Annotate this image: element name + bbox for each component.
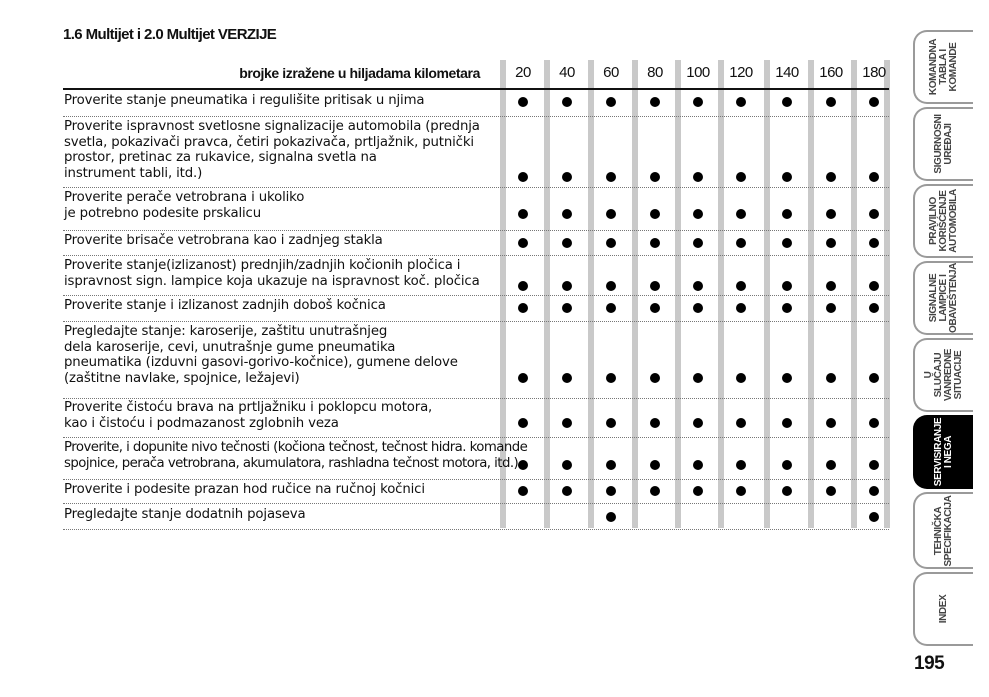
service-mark-dot: [518, 303, 528, 313]
service-mark-dot: [736, 418, 746, 428]
row-text: [64, 324, 504, 386]
service-mark-dot: [826, 486, 836, 496]
service-mark-dot: [693, 486, 703, 496]
service-mark-dot: [869, 209, 879, 219]
row-text-line: Proverite stanje i izlizanost zadnjih doboš kočnica: [64, 298, 386, 313]
service-mark-dot: [606, 209, 616, 219]
service-mark-dot: [736, 373, 746, 383]
row-text: [64, 258, 504, 289]
row-divider: [63, 398, 889, 399]
row-text-line: Proverite i podesite prazan hod ručice na ručnoj kočnici: [64, 482, 425, 497]
service-mark-dot: [693, 238, 703, 248]
service-mark-dot: [869, 512, 879, 522]
column-separator: [808, 60, 814, 528]
service-mark-dot: [693, 303, 703, 313]
service-mark-dot: [869, 418, 879, 428]
service-mark-dot: [518, 486, 528, 496]
column-separator: [764, 60, 770, 528]
service-mark-dot: [693, 172, 703, 182]
service-mark-dot: [693, 460, 703, 470]
service-mark-dot: [606, 172, 616, 182]
service-mark-dot: [650, 486, 660, 496]
column-separator: [675, 60, 681, 528]
row-text: [64, 298, 504, 314]
row-text: [64, 507, 504, 523]
row-text: [64, 233, 504, 249]
service-mark-dot: [606, 281, 616, 291]
service-mark-dot: [869, 281, 879, 291]
side-tab-label: SIGNALNE LAMPICE I OBAVEŠTENJA: [928, 263, 959, 333]
service-mark-dot: [869, 460, 879, 470]
row-text-line: Proverite brisače vetrobrana kao i zadnjeg stakla: [64, 233, 383, 248]
row-divider: [63, 187, 889, 188]
header-rule: [63, 88, 889, 90]
service-mark-dot: [869, 97, 879, 107]
column-header-km: 80: [647, 64, 663, 81]
row-text-line: kao i čistoću i podmazanost zglobnih veza: [64, 415, 339, 431]
row-text: [64, 119, 504, 181]
row-text-line: prostor, pretinac za rukavice, signalna svetla na: [64, 150, 377, 166]
service-mark-dot: [650, 373, 660, 383]
row-text-line: Pregledajte stanje dodatnih pojaseva: [64, 507, 306, 522]
service-mark-dot: [826, 303, 836, 313]
side-tab[interactable]: [913, 338, 973, 412]
service-mark-dot: [562, 418, 572, 428]
column-header-km: 180: [862, 64, 886, 81]
service-mark-dot: [869, 238, 879, 248]
service-mark-dot: [869, 373, 879, 383]
column-header-km: 40: [559, 64, 575, 81]
service-mark-dot: [736, 281, 746, 291]
side-tab-label: TEHNIČKA SPECIFIKACIJA: [933, 495, 954, 566]
service-mark-dot: [606, 303, 616, 313]
service-mark-dot: [562, 486, 572, 496]
service-mark-dot: [606, 460, 616, 470]
service-mark-dot: [736, 486, 746, 496]
service-mark-dot: [826, 172, 836, 182]
service-mark-dot: [782, 486, 792, 496]
column-header-km: 120: [729, 64, 753, 81]
service-mark-dot: [518, 172, 528, 182]
column-header-km: 160: [819, 64, 843, 81]
service-mark-dot: [562, 281, 572, 291]
service-mark-dot: [782, 97, 792, 107]
service-mark-dot: [736, 460, 746, 470]
service-mark-dot: [518, 460, 528, 470]
row-text: [64, 482, 504, 498]
side-tab-label: INDEX: [938, 594, 949, 624]
service-mark-dot: [693, 418, 703, 428]
side-tab-label: KOMANDNA TABLA I KOMANDE: [928, 38, 959, 96]
service-mark-dot: [650, 418, 660, 428]
row-text-line: Proverite stanje(izlizanost) prednjih/zadnjih kočionih pločica i: [64, 258, 461, 273]
row-divider: [63, 437, 889, 438]
service-mark-dot: [782, 418, 792, 428]
service-mark-dot: [650, 238, 660, 248]
row-text: [64, 440, 528, 471]
service-mark-dot: [693, 97, 703, 107]
row-text-line: Proverite ispravnost svetlosne signalizacije automobila (prednja: [64, 119, 480, 134]
row-text-line: ispravnost sign. lampice koja ukazuje na ispravnost koč. pločica: [64, 273, 480, 289]
service-mark-dot: [562, 238, 572, 248]
row-text-line: Proverite stanje pneumatika i regulišite pritisak u njima: [64, 93, 425, 108]
service-mark-dot: [826, 97, 836, 107]
side-tab[interactable]: [913, 572, 973, 646]
service-mark-dot: [736, 209, 746, 219]
service-mark-dot: [562, 460, 572, 470]
service-mark-dot: [650, 97, 660, 107]
column-header-km: 100: [686, 64, 710, 81]
service-mark-dot: [782, 209, 792, 219]
side-tab[interactable]: [913, 107, 973, 181]
service-mark-dot: [782, 281, 792, 291]
service-mark-dot: [518, 209, 528, 219]
row-divider: [63, 479, 889, 480]
row-text: [64, 400, 504, 431]
row-text-line: je potrebno podesite prskalicu: [64, 205, 261, 221]
service-mark-dot: [606, 97, 616, 107]
service-mark-dot: [782, 460, 792, 470]
service-mark-dot: [736, 303, 746, 313]
column-separator: [544, 60, 550, 528]
row-text: [64, 190, 504, 221]
service-mark-dot: [650, 303, 660, 313]
row-divider: [63, 503, 889, 504]
column-separator: [588, 60, 594, 528]
service-mark-dot: [606, 373, 616, 383]
row-text-line: Proverite perače vetrobrana i ukoliko: [64, 190, 305, 205]
side-tab-label: U SLUČAJU VANREDNE SITUACIJE: [923, 348, 964, 402]
service-mark-dot: [650, 281, 660, 291]
side-tab-label: SERVISIRANJE I NEGA: [933, 417, 954, 487]
service-mark-dot: [693, 281, 703, 291]
service-mark-dot: [650, 209, 660, 219]
service-mark-dot: [826, 209, 836, 219]
row-text-line: Proverite čistoću brava na prtljažniku i poklopcu motora,: [64, 400, 433, 415]
side-tab[interactable]: [913, 184, 973, 258]
side-tab[interactable]: [913, 415, 973, 489]
column-header-label: brojke izražene u hiljadama kilometara: [239, 65, 480, 81]
side-tab[interactable]: [913, 30, 973, 104]
row-text-line: pneumatika (izduvni gasovi-gorivo-kočnice), gumene delove: [64, 355, 458, 371]
service-mark-dot: [518, 281, 528, 291]
side-tab[interactable]: [913, 261, 973, 335]
side-tab-label: PRAVILNO KORIŠĆENJE AUTOMOBILA: [928, 189, 959, 253]
service-mark-dot: [736, 172, 746, 182]
row-text-line: dela karoserije, cevi, unutrašnje gume pneumatika: [64, 339, 396, 355]
row-divider: [63, 529, 889, 530]
service-mark-dot: [826, 238, 836, 248]
column-separator: [851, 60, 857, 528]
row-divider: [63, 116, 889, 117]
service-mark-dot: [693, 373, 703, 383]
column-header-km: 140: [775, 64, 799, 81]
service-mark-dot: [826, 418, 836, 428]
column-header-km: 60: [603, 64, 619, 81]
service-mark-dot: [826, 281, 836, 291]
service-mark-dot: [562, 172, 572, 182]
service-mark-dot: [869, 486, 879, 496]
row-text: [64, 93, 504, 109]
row-text-line: Proverite, i dopunite nivo tečnosti (kočiona tečnost, tečnost hidra. komande: [64, 440, 528, 455]
row-text-line: instrument tabli, itd.): [64, 165, 203, 181]
service-mark-dot: [562, 373, 572, 383]
service-mark-dot: [606, 486, 616, 496]
service-mark-dot: [606, 512, 616, 522]
service-mark-dot: [562, 303, 572, 313]
row-divider: [63, 295, 889, 296]
side-tab[interactable]: [913, 492, 973, 569]
service-mark-dot: [518, 373, 528, 383]
service-mark-dot: [869, 172, 879, 182]
side-tab-label: SIGURNOSNI UREĐAJI: [933, 114, 954, 174]
service-mark-dot: [736, 97, 746, 107]
column-separator: [718, 60, 724, 528]
service-mark-dot: [869, 303, 879, 313]
column-separator: [632, 60, 638, 528]
row-text-line: (zaštitne navlake, spojnice, ležajevi): [64, 370, 300, 386]
row-divider: [63, 230, 889, 231]
service-mark-dot: [562, 97, 572, 107]
service-mark-dot: [782, 238, 792, 248]
row-text-line: spojnice, perača vetrobrana, akumulatora, rashladna tečnost motora, itd.): [64, 455, 519, 471]
service-mark-dot: [650, 172, 660, 182]
service-mark-dot: [518, 418, 528, 428]
service-mark-dot: [693, 209, 703, 219]
service-mark-dot: [606, 238, 616, 248]
row-divider: [63, 255, 889, 256]
service-mark-dot: [782, 303, 792, 313]
column-separator: [884, 60, 890, 528]
service-mark-dot: [826, 460, 836, 470]
service-mark-dot: [782, 172, 792, 182]
row-divider: [63, 321, 889, 322]
service-mark-dot: [518, 238, 528, 248]
service-mark-dot: [562, 209, 572, 219]
page-number: 195: [914, 653, 945, 674]
service-mark-dot: [606, 418, 616, 428]
column-header-km: 20: [515, 64, 531, 81]
section-title: 1.6 Multijet i 2.0 Multijet VERZIJE: [63, 26, 277, 43]
service-mark-dot: [518, 97, 528, 107]
service-mark-dot: [826, 373, 836, 383]
service-mark-dot: [782, 373, 792, 383]
row-text-line: Pregledajte stanje: karoserije, zaštitu unutrašnjeg: [64, 324, 388, 339]
row-text-line: svetla, pokazivači pravca, četiri pokazivača, prtljažnik, putnički: [64, 134, 474, 150]
service-mark-dot: [650, 460, 660, 470]
service-mark-dot: [736, 238, 746, 248]
